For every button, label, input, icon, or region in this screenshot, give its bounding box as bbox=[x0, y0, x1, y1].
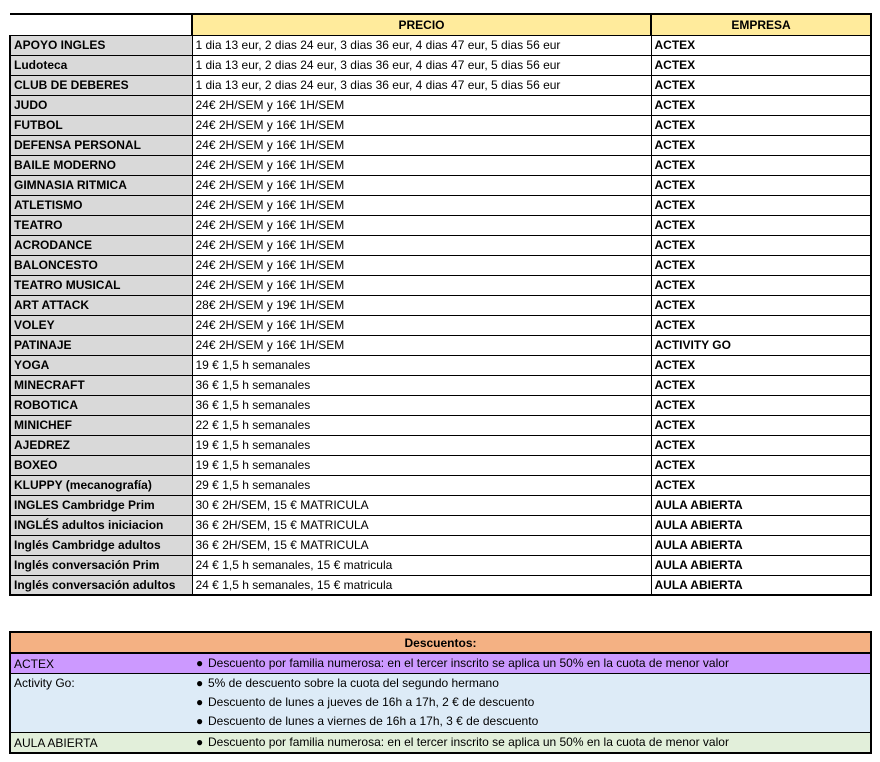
table-row bbox=[10, 75, 871, 95]
discount-item: ● Descuento por familia numerosa: en el tercer inscrito se aplica un 50% en la cuota de menor valor bbox=[196, 733, 870, 752]
table-row bbox=[10, 355, 871, 375]
table-row bbox=[10, 555, 871, 575]
activity-price: 30 € 2H/SEM, 15 € MATRICULA bbox=[192, 495, 651, 515]
discounts-table bbox=[9, 631, 872, 754]
activity-name: Inglés Cambridge adultos bbox=[10, 535, 192, 555]
activity-price: 29 € 1,5 h semanales bbox=[192, 475, 651, 495]
header-price: PRECIO bbox=[192, 14, 651, 35]
activity-company: ACTIVITY GO bbox=[651, 335, 871, 355]
table-row bbox=[10, 255, 871, 275]
activity-price: 24€ 2H/SEM y 16€ 1H/SEM bbox=[192, 115, 651, 135]
activity-company: ACTEX bbox=[651, 235, 871, 255]
table-row bbox=[10, 35, 871, 55]
table-row bbox=[10, 515, 871, 535]
table-row bbox=[10, 115, 871, 135]
activity-company: ACTEX bbox=[651, 415, 871, 435]
activity-price: 36 € 2H/SEM, 15 € MATRICULA bbox=[192, 515, 651, 535]
table-row bbox=[10, 335, 871, 355]
activity-price: 24 € 1,5 h semanales, 15 € matricula bbox=[192, 575, 651, 595]
table-row bbox=[10, 375, 871, 395]
discount-company: ACTEX bbox=[10, 653, 193, 674]
activity-name: MINECRAFT bbox=[10, 375, 192, 395]
activity-name: ART ATTACK bbox=[10, 295, 192, 315]
activity-name: Inglés conversación Prim bbox=[10, 555, 192, 575]
bullet-icon: ● bbox=[196, 676, 204, 690]
activity-name: JUDO bbox=[10, 95, 192, 115]
activity-price: 36 € 1,5 h semanales bbox=[192, 395, 651, 415]
table-row bbox=[10, 315, 871, 335]
activity-name: KLUPPY (mecanografía) bbox=[10, 475, 192, 495]
activity-name: DEFENSA PERSONAL bbox=[10, 135, 192, 155]
activity-company: ACTEX bbox=[651, 55, 871, 75]
activity-company: AULA ABIERTA bbox=[651, 495, 871, 515]
table-row bbox=[10, 455, 871, 475]
activity-company: ACTEX bbox=[651, 455, 871, 475]
discount-items bbox=[193, 653, 871, 674]
activity-price: 24€ 2H/SEM y 16€ 1H/SEM bbox=[192, 195, 651, 215]
activity-name: ATLETISMO bbox=[10, 195, 192, 215]
activity-price: 24 € 1,5 h semanales, 15 € matricula bbox=[192, 555, 651, 575]
activity-company: ACTEX bbox=[651, 435, 871, 455]
activity-name: Ludoteca bbox=[10, 55, 192, 75]
activity-company: AULA ABIERTA bbox=[651, 535, 871, 555]
activity-name: INGLES Cambridge Prim bbox=[10, 495, 192, 515]
discount-item: ● Descuento de lunes a viernes de 16h a 17h, 3 € de descuento bbox=[196, 712, 870, 731]
activity-name: TEATRO bbox=[10, 215, 192, 235]
discounts-title-row bbox=[10, 632, 871, 653]
activity-name: ROBOTICA bbox=[10, 395, 192, 415]
activity-price: 24€ 2H/SEM y 16€ 1H/SEM bbox=[192, 215, 651, 235]
discount-row-actex bbox=[10, 653, 871, 674]
activity-name: VOLEY bbox=[10, 315, 192, 335]
table-row bbox=[10, 415, 871, 435]
activity-name: YOGA bbox=[10, 355, 192, 375]
table-row bbox=[10, 55, 871, 75]
table-row bbox=[10, 475, 871, 495]
activity-company: ACTEX bbox=[651, 375, 871, 395]
discount-company: Activity Go: bbox=[10, 674, 193, 733]
activity-price: 19 € 1,5 h semanales bbox=[192, 435, 651, 455]
activity-company: ACTEX bbox=[651, 295, 871, 315]
table-header-row bbox=[10, 14, 871, 35]
table-row bbox=[10, 435, 871, 455]
activity-company: AULA ABIERTA bbox=[651, 575, 871, 595]
activity-price: 24€ 2H/SEM y 16€ 1H/SEM bbox=[192, 155, 651, 175]
activity-name: INGLÉS adultos iniciacion bbox=[10, 515, 192, 535]
activity-name: CLUB DE DEBERES bbox=[10, 75, 192, 95]
table-row bbox=[10, 215, 871, 235]
table-row bbox=[10, 495, 871, 515]
discount-item: ● 5% de descuento sobre la cuota del segundo hermano bbox=[196, 674, 870, 693]
discount-row-activity-go bbox=[10, 674, 871, 733]
activity-name: AJEDREZ bbox=[10, 435, 192, 455]
activity-name: TEATRO MUSICAL bbox=[10, 275, 192, 295]
activity-price: 19 € 1,5 h semanales bbox=[192, 355, 651, 375]
bullet-icon: ● bbox=[196, 656, 204, 670]
activity-name: Inglés conversación adultos bbox=[10, 575, 192, 595]
discount-company: AULA ABIERTA bbox=[10, 733, 193, 754]
table-row bbox=[10, 395, 871, 415]
table-row bbox=[10, 195, 871, 215]
table-row bbox=[10, 235, 871, 255]
discounts-title: Descuentos: bbox=[10, 632, 871, 653]
activity-price: 24€ 2H/SEM y 16€ 1H/SEM bbox=[192, 315, 651, 335]
activity-company: ACTEX bbox=[651, 355, 871, 375]
activity-name: BAILE MODERNO bbox=[10, 155, 192, 175]
activity-price: 24€ 2H/SEM y 16€ 1H/SEM bbox=[192, 175, 651, 195]
activity-name: BALONCESTO bbox=[10, 255, 192, 275]
activity-price: 24€ 2H/SEM y 16€ 1H/SEM bbox=[192, 95, 651, 115]
activity-company: ACTEX bbox=[651, 175, 871, 195]
activity-name: MINICHEF bbox=[10, 415, 192, 435]
table-row bbox=[10, 95, 871, 115]
activity-company: ACTEX bbox=[651, 135, 871, 155]
activity-company: ACTEX bbox=[651, 95, 871, 115]
activity-company: ACTEX bbox=[651, 195, 871, 215]
header-company: EMPRESA bbox=[651, 14, 871, 35]
discount-items bbox=[193, 674, 871, 733]
activity-price: 28€ 2H/SEM y 19€ 1H/SEM bbox=[192, 295, 651, 315]
discount-items bbox=[193, 733, 871, 754]
discount-item: ● Descuento por familia numerosa: en el tercer inscrito se aplica un 50% en la cuota de menor valor bbox=[196, 654, 870, 673]
bullet-icon: ● bbox=[196, 695, 204, 709]
activity-price: 24€ 2H/SEM y 16€ 1H/SEM bbox=[192, 255, 651, 275]
header-blank-cell bbox=[10, 14, 192, 35]
activity-company: ACTEX bbox=[651, 395, 871, 415]
table-row bbox=[10, 295, 871, 315]
activity-company: ACTEX bbox=[651, 35, 871, 55]
activity-company: ACTEX bbox=[651, 75, 871, 95]
discount-item: ● Descuento de lunes a jueves de 16h a 17h, 2 € de descuento bbox=[196, 693, 870, 712]
activity-price: 19 € 1,5 h semanales bbox=[192, 455, 651, 475]
table-row bbox=[10, 575, 871, 595]
activity-price: 24€ 2H/SEM y 16€ 1H/SEM bbox=[192, 235, 651, 255]
activity-company: AULA ABIERTA bbox=[651, 555, 871, 575]
table-row bbox=[10, 175, 871, 195]
discount-row-aula-abierta bbox=[10, 733, 871, 754]
activity-name: BOXEO bbox=[10, 455, 192, 475]
activity-company: ACTEX bbox=[651, 275, 871, 295]
activity-name: FUTBOL bbox=[10, 115, 192, 135]
activity-company: AULA ABIERTA bbox=[651, 515, 871, 535]
activity-company: ACTEX bbox=[651, 155, 871, 175]
activity-price: 36 € 2H/SEM, 15 € MATRICULA bbox=[192, 535, 651, 555]
table-row bbox=[10, 535, 871, 555]
activity-company: ACTEX bbox=[651, 315, 871, 335]
activity-price: 36 € 1,5 h semanales bbox=[192, 375, 651, 395]
activity-company: ACTEX bbox=[651, 115, 871, 135]
activity-price: 22 € 1,5 h semanales bbox=[192, 415, 651, 435]
activity-price: 1 dia 13 eur, 2 dias 24 eur, 3 dias 36 eur, 4 dias 47 eur, 5 dias 56 eur bbox=[192, 35, 651, 55]
activity-company: ACTEX bbox=[651, 475, 871, 495]
activity-name: APOYO INGLES bbox=[10, 35, 192, 55]
activity-company: ACTEX bbox=[651, 215, 871, 235]
bullet-icon: ● bbox=[196, 735, 204, 749]
activity-name: GIMNASIA RITMICA bbox=[10, 175, 192, 195]
activity-price: 24€ 2H/SEM y 16€ 1H/SEM bbox=[192, 135, 651, 155]
activity-name: PATINAJE bbox=[10, 335, 192, 355]
activity-price: 24€ 2H/SEM y 16€ 1H/SEM bbox=[192, 275, 651, 295]
table-row bbox=[10, 155, 871, 175]
table-row bbox=[10, 275, 871, 295]
activity-price: 1 dia 13 eur, 2 dias 24 eur, 3 dias 36 eur, 4 dias 47 eur, 5 dias 56 eur bbox=[192, 75, 651, 95]
activity-company: ACTEX bbox=[651, 255, 871, 275]
activity-price: 1 dia 13 eur, 2 dias 24 eur, 3 dias 36 eur, 4 dias 47 eur, 5 dias 56 eur bbox=[192, 55, 651, 75]
activities-table-body bbox=[10, 14, 871, 595]
bullet-icon: ● bbox=[196, 714, 204, 728]
activity-name: ACRODANCE bbox=[10, 235, 192, 255]
activities-table bbox=[9, 13, 872, 596]
activity-price: 24€ 2H/SEM y 16€ 1H/SEM bbox=[192, 335, 651, 355]
table-row bbox=[10, 135, 871, 155]
